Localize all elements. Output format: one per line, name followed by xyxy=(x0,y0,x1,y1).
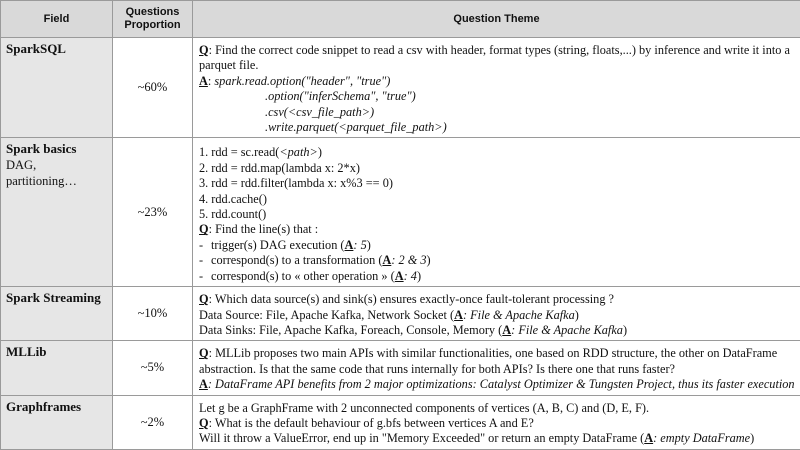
answer-marker: A xyxy=(199,74,208,88)
answer-line: A: DataFrame API benefits from 2 major optimizations: Catalyst Optimizer & Tungsten Project, thus its faster execution xyxy=(199,377,794,392)
code-line: .csv(<csv_file_path>) xyxy=(199,105,794,120)
theme-cell: Q: Find the correct code snippet to read a csv with header, format types (string, floats,...) by inference and write it into a parquet file. A: spark.read.option("header", "true") .option("inferSchema", "true") .csv(<csv_file_path>) .write.parquet(<parquet_file_path>) xyxy=(193,38,800,138)
field-cell xyxy=(1,341,113,395)
field-subtitle: DAG, partitioning… xyxy=(6,157,107,189)
question-line: Q: Which data source(s) and sink(s) ensures exactly-once fault-tolerant processing ? xyxy=(199,292,794,307)
table-row xyxy=(1,341,800,395)
field-name: Graphframes xyxy=(6,399,107,415)
code-line: 1. rdd = sc.read(<path>) xyxy=(199,145,794,160)
code-line: 2. rdd = rdd.map(lambda x: 2*x) xyxy=(199,161,794,176)
code-line: .option("inferSchema", "true") xyxy=(199,89,794,104)
proportion-cell: ~60% xyxy=(113,38,193,138)
theme-cell xyxy=(193,138,800,287)
proportion-cell: ~10% xyxy=(113,287,193,341)
proportion-cell: ~5% xyxy=(113,341,193,395)
proportion-cell: ~23% xyxy=(113,138,193,287)
header-field: Field xyxy=(1,1,113,38)
field-cell xyxy=(1,395,113,449)
table-row xyxy=(1,138,800,287)
field-name: Spark basics xyxy=(6,141,107,157)
field-name: SparkSQL xyxy=(6,41,107,57)
proportion-cell: ~2% xyxy=(113,395,193,449)
header-row xyxy=(1,1,800,38)
table-row xyxy=(1,395,800,449)
header-theme: Question Theme xyxy=(193,1,800,38)
code-line: 4. rdd.cache() xyxy=(199,192,794,207)
code-line: .write.parquet(<parquet_file_path>) xyxy=(199,120,794,135)
question-line: Q: What is the default behaviour of g.bfs between vertices A and E? xyxy=(199,416,794,431)
header-proportion: Questions Proportion xyxy=(113,1,193,38)
follow-line: Will it throw a ValueError, end up in "Memory Exceeded" or return an empty DataFrame (A: empty DataFrame) xyxy=(199,431,794,446)
theme-cell xyxy=(193,395,800,449)
field-name: Spark Streaming xyxy=(6,290,107,306)
field-cell xyxy=(1,138,113,287)
question-marker: Q xyxy=(199,43,209,57)
source-line: Data Source: File, Apache Kafka, Network Socket (A: File & Apache Kafka) xyxy=(199,308,794,323)
field-cell xyxy=(1,38,113,138)
question-line: Q: Find the line(s) that : xyxy=(199,222,794,237)
question-text: : Find the correct code snippet to read a csv with header, format types (string, floats,...) by inference and write it into a parquet file. xyxy=(199,43,790,72)
code-line: 3. rdd = rdd.filter(lambda x: x%3 == 0) xyxy=(199,176,794,191)
field-name: MLLib xyxy=(6,344,107,360)
bullet-item: - trigger(s) DAG execution (A: 5) xyxy=(199,238,794,253)
code-line: 5. rdd.count() xyxy=(199,207,794,222)
code-line: spark.read.option("header", "true") xyxy=(214,74,390,88)
field-cell xyxy=(1,287,113,341)
theme-cell xyxy=(193,341,800,395)
theme-cell xyxy=(193,287,800,341)
table-row xyxy=(1,38,800,138)
sink-line: Data Sinks: File, Apache Kafka, Foreach, Console, Memory (A: File & Apache Kafka) xyxy=(199,323,794,338)
intro-line: Let g be a GraphFrame with 2 unconnected components of vertices (A, B, C) and (D, E, F). xyxy=(199,401,794,416)
table-row xyxy=(1,287,800,341)
bullet-item: - correspond(s) to a transformation (A: 2 & 3) xyxy=(199,253,794,268)
question-line: Q: MLLib proposes two main APIs with similar functionalities, one based on RDD structure, the other on DataFrame abstraction. Is that the same code that runs internally for both APIs? Is there one that runs faster? xyxy=(199,346,794,377)
bullet-item: - correspond(s) to « other operation » (A: 4) xyxy=(199,269,794,284)
